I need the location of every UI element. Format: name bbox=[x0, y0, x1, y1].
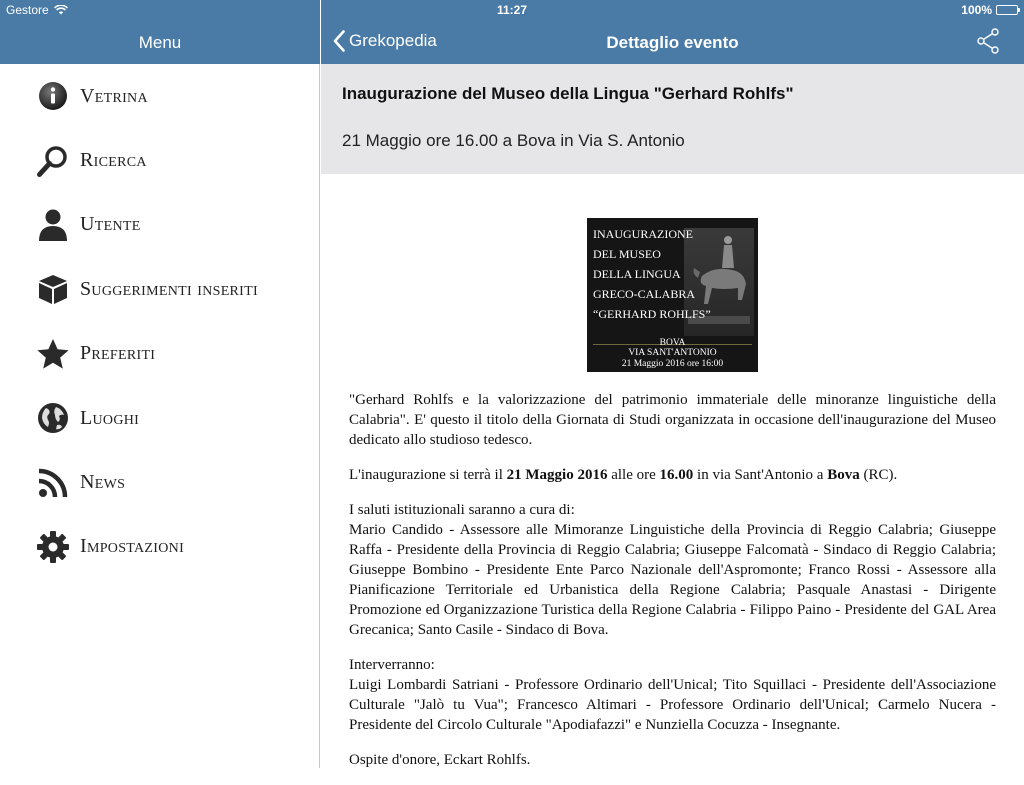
event-header bbox=[321, 64, 1024, 174]
paragraph-inauguration: L'inaugurazione si terrà il 21 Maggio 2016 alle ore 16.00 in via Sant'Antonio a Bova (RC). bbox=[349, 467, 898, 483]
menu-item-vetrina[interactable] bbox=[0, 64, 319, 128]
menu-item-label: Ricerca bbox=[80, 149, 147, 172]
share-icon bbox=[976, 28, 1000, 54]
menu-item-impostazioni[interactable] bbox=[0, 515, 319, 579]
user-icon bbox=[36, 208, 70, 242]
menu-item-label: Vetrina bbox=[80, 84, 148, 107]
event-subtitle: 21 Maggio ore 16.00 a Bova in Via S. Antonio bbox=[342, 131, 685, 150]
rss-icon bbox=[36, 466, 70, 500]
menu-item-label: Impostazioni bbox=[80, 535, 185, 558]
globe-icon bbox=[36, 401, 70, 435]
menu-item-utente[interactable] bbox=[0, 193, 319, 257]
status-bar bbox=[0, 0, 1024, 20]
menu-item-label: Preferiti bbox=[80, 342, 156, 365]
poster-title: INAUGURAZIONE DEL MUSEO DELLA LINGUA GRECO-CALABRA “GERHARD ROHLFS” bbox=[593, 227, 711, 321]
event-description bbox=[349, 390, 996, 785]
menu-item-label: Luoghi bbox=[80, 406, 140, 429]
menu-list bbox=[0, 64, 319, 579]
detail-panel bbox=[321, 0, 1024, 768]
battery-indicator bbox=[961, 3, 1018, 17]
menu-item-preferiti[interactable] bbox=[0, 322, 319, 386]
detail-title: Dettaglio evento bbox=[606, 33, 739, 52]
paragraph-guest: Ospite d'onore, Eckart Rohlfs. bbox=[349, 752, 531, 768]
share-button[interactable] bbox=[976, 28, 1000, 54]
poster-footer: BOVA VIA SANT'ANTONIO 21 Maggio 2016 ore 16:00 bbox=[621, 337, 724, 369]
paragraph-intro: "Gerhard Rohlfs e la valorizzazione del patrimonio immateriale delle minoranze linguistiche della Calabria". E' questo il titolo della Giornata di Studi organizzata in occasione dell'inaugurazione del Museo dedicato allo studioso tedesco. bbox=[349, 392, 996, 448]
battery-icon bbox=[996, 5, 1018, 15]
menu-item-luoghi[interactable] bbox=[0, 386, 319, 450]
carrier-name: Gestore bbox=[6, 3, 49, 17]
menu-title: Menu bbox=[138, 33, 182, 52]
box-icon bbox=[36, 272, 70, 306]
menu-item-ricerca[interactable] bbox=[0, 128, 319, 192]
clock: 11:27 bbox=[496, 3, 528, 17]
menu-item-suggerimenti[interactable] bbox=[0, 257, 319, 321]
info-icon bbox=[36, 79, 70, 113]
paragraph-speakers: Interverranno: Luigi Lombardi Satriani - Professore Ordinario dell'Unical; Tito Squillaci - Presidente dell'Associazione Culturale "Jalò tu Vua"; Francesco Altimari - Professore Ordinario dell'Unical; Carmelo Nucera - Presidente del Circolo Culturale "Apodiafazzi" e Nunziella Cocuzza - Insegnante. bbox=[349, 657, 996, 733]
menu-item-label: Utente bbox=[80, 213, 141, 236]
star-icon bbox=[36, 337, 70, 371]
event-title: Inaugurazione del Museo della Lingua "Gerhard Rohlfs" bbox=[342, 84, 794, 103]
paragraph-greetings: I saluti istituzionali saranno a cura di: Mario Candido - Assessore alle Mimoranze Linguistiche della Provincia di Reggio Calabria; Giuseppe Raffa - Presidente della Provincia di Reggio Calabria; Giuseppe Falcomatà - Sindaco di Reggio Calabria; Giuseppe Bombino - Presidente Ente Parco Nazionale dell'Aspromonte; Franco Rossi - Assessore alla Pianificazione Territoriale ed Urbanistica della Regione Calabria; Pasquale Anastasi - Dirigente Promozione ed Organizzazione Turistica della Regione Calabria - Filippo Paino - Presidente del GAL Area Grecanica; Santo Casile - Sindaco di Bova. bbox=[349, 502, 996, 638]
search-icon bbox=[36, 144, 70, 178]
menu-panel bbox=[0, 0, 320, 768]
menu-item-news[interactable] bbox=[0, 450, 319, 514]
battery-percentage: 100% bbox=[961, 3, 992, 17]
menu-item-label: News bbox=[80, 471, 126, 494]
gear-icon bbox=[36, 530, 70, 564]
event-poster-image bbox=[587, 218, 758, 372]
menu-item-label: Suggerimenti inseriti bbox=[80, 277, 258, 300]
back-button-label: Grekopedia bbox=[349, 31, 437, 50]
